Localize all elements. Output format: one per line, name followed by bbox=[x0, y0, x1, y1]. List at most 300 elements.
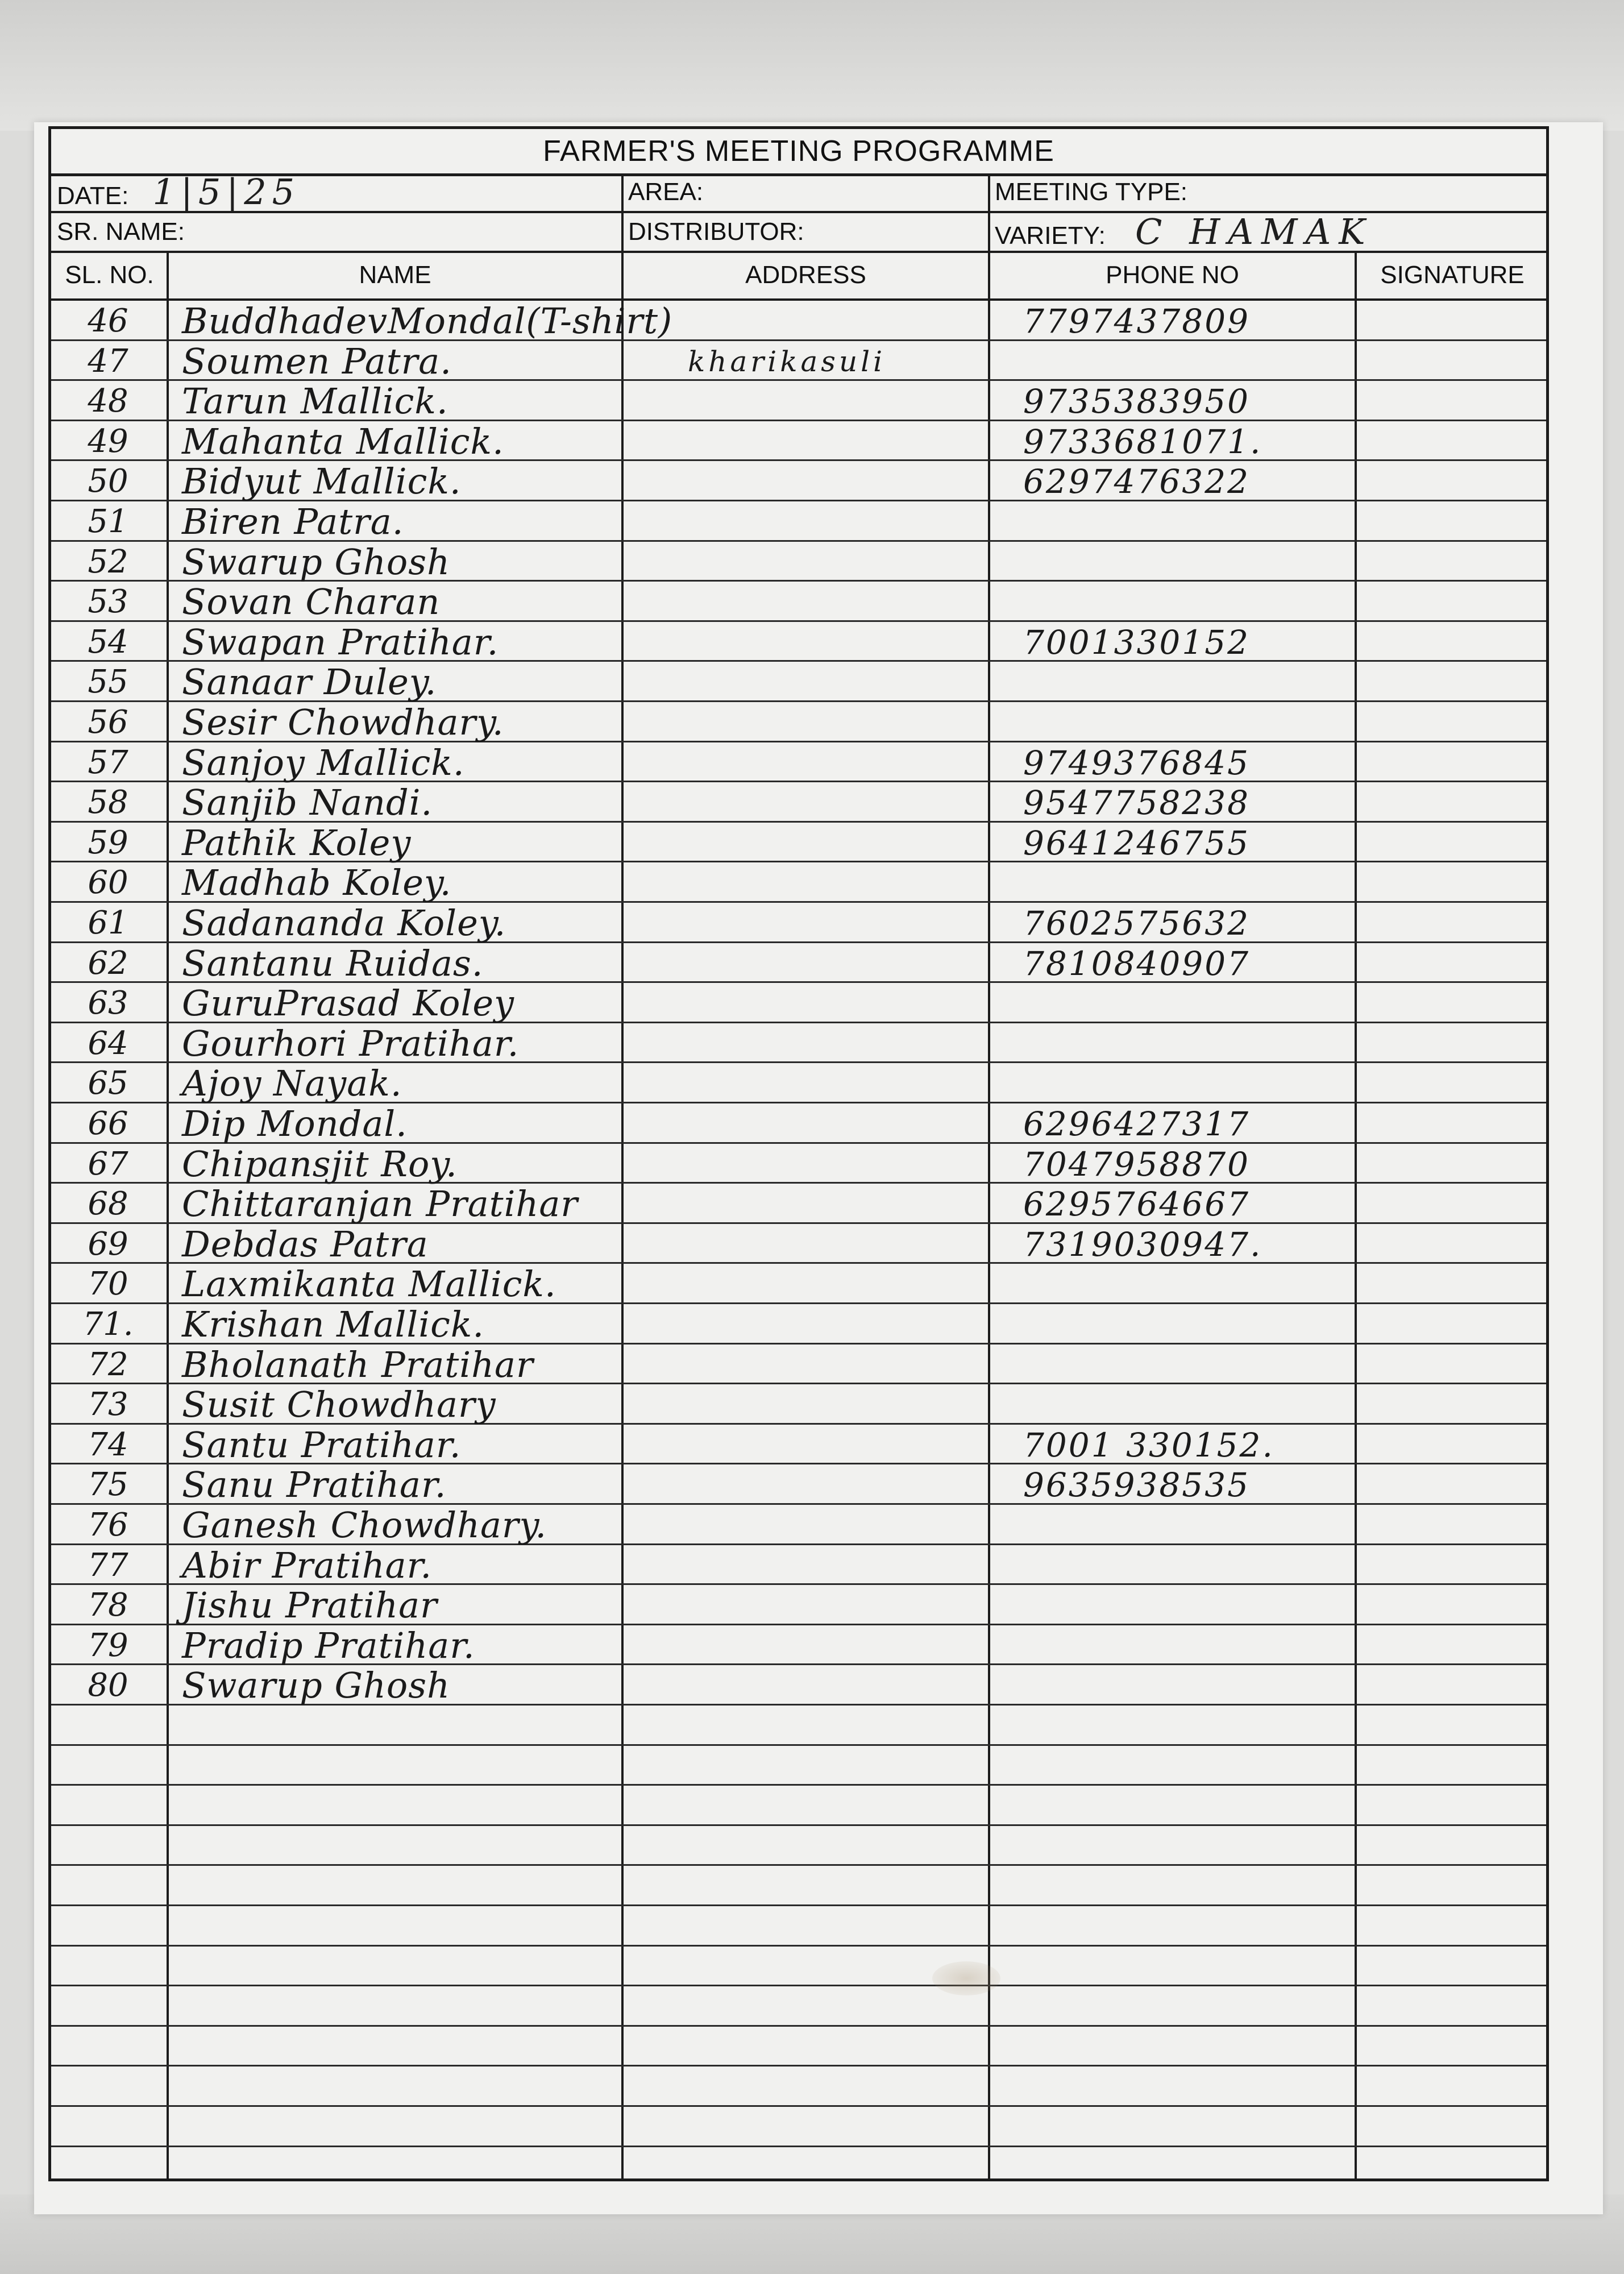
row-phone[interactable]: 6296427317 bbox=[1023, 1105, 1251, 1143]
row-serial-number bbox=[63, 1706, 153, 1744]
variety-cell[interactable] bbox=[989, 213, 1549, 251]
row-serial-number: 53 bbox=[88, 583, 128, 621]
row-phone[interactable] bbox=[1023, 1786, 1398, 1824]
table-row bbox=[51, 1345, 1546, 1385]
row-phone[interactable]: 9635938535 bbox=[1023, 1466, 1251, 1505]
row-address[interactable] bbox=[688, 1826, 1052, 1865]
row-name[interactable]: Laxmikanta Mallick. bbox=[182, 1263, 556, 1305]
row-name[interactable]: Pathik Koley bbox=[182, 821, 412, 864]
row-signature[interactable] bbox=[1370, 1304, 1540, 1343]
row-serial-number: 63 bbox=[88, 985, 128, 1022]
row-serial-number: 55 bbox=[88, 663, 128, 701]
row-signature[interactable] bbox=[1370, 742, 1540, 781]
row-phone[interactable] bbox=[1023, 1706, 1398, 1744]
row-serial-number: 66 bbox=[88, 1105, 128, 1142]
row-name[interactable]: Sadananda Koley. bbox=[182, 902, 506, 944]
row-phone[interactable]: 7810840907 bbox=[1023, 944, 1251, 983]
row-signature[interactable] bbox=[1370, 1986, 1540, 2025]
row-signature[interactable] bbox=[1370, 943, 1540, 982]
table-row bbox=[51, 983, 1546, 1023]
row-address[interactable] bbox=[688, 1224, 1052, 1263]
table-row bbox=[51, 903, 1546, 943]
row-name[interactable]: Jishu Pratihar bbox=[182, 1584, 438, 1626]
row-phone[interactable]: 7797437809 bbox=[1023, 302, 1251, 341]
meeting-type-cell[interactable] bbox=[989, 173, 1549, 211]
row-address[interactable] bbox=[688, 823, 1052, 861]
row-name[interactable] bbox=[182, 1786, 648, 1824]
row-signature[interactable] bbox=[1370, 582, 1540, 620]
row-address[interactable] bbox=[688, 742, 1052, 781]
row-name[interactable]: Bholanath Pratihar bbox=[182, 1343, 534, 1385]
row-phone[interactable] bbox=[1023, 1023, 1398, 1062]
col-name: NAME bbox=[359, 261, 431, 289]
row-phone[interactable] bbox=[1023, 662, 1398, 700]
row-signature[interactable] bbox=[1370, 1063, 1540, 1102]
row-serial-number: 61 bbox=[88, 904, 128, 941]
row-phone[interactable] bbox=[1023, 983, 1398, 1022]
row-name[interactable]: Debdas Patra bbox=[182, 1223, 429, 1265]
row-address[interactable] bbox=[688, 1746, 1052, 1785]
row-serial-number: 80 bbox=[88, 1667, 128, 1704]
row-address[interactable] bbox=[688, 501, 1052, 540]
row-phone[interactable]: 9735383950 bbox=[1023, 382, 1251, 421]
table-row bbox=[51, 381, 1546, 421]
row-signature[interactable] bbox=[1370, 461, 1540, 500]
table-row bbox=[51, 862, 1546, 903]
row-signature[interactable] bbox=[1370, 1947, 1540, 1985]
table-row bbox=[51, 1023, 1546, 1064]
row-phone[interactable]: 9733681071. bbox=[1023, 422, 1262, 461]
row-address[interactable] bbox=[688, 1464, 1052, 1503]
row-serial-number: 69 bbox=[88, 1225, 128, 1263]
row-address[interactable] bbox=[688, 2107, 1052, 2146]
row-name[interactable]: Sovan Charan bbox=[182, 581, 441, 623]
row-phone[interactable] bbox=[1023, 1986, 1398, 2025]
row-phone[interactable] bbox=[1023, 2066, 1398, 2105]
table-row bbox=[51, 2027, 1546, 2067]
row-address[interactable] bbox=[688, 662, 1052, 700]
row-name[interactable]: Swarup Ghosh bbox=[182, 541, 451, 583]
row-phone[interactable] bbox=[1023, 542, 1398, 580]
row-phone[interactable] bbox=[1023, 1264, 1398, 1302]
table-row bbox=[51, 1224, 1546, 1264]
row-signature[interactable] bbox=[1370, 1384, 1540, 1423]
table-row bbox=[51, 1304, 1546, 1345]
table-row bbox=[51, 1103, 1546, 1144]
table-row bbox=[51, 1384, 1546, 1425]
column-header-row bbox=[51, 253, 1546, 301]
row-name[interactable] bbox=[182, 2027, 648, 2065]
form-title: FARMER'S MEETING PROGRAMME bbox=[51, 129, 1546, 176]
row-serial-number: 67 bbox=[88, 1145, 128, 1182]
area-cell[interactable] bbox=[622, 173, 989, 211]
row-serial-number: 75 bbox=[88, 1466, 128, 1504]
row-name[interactable]: Ganesh Chowdhary. bbox=[182, 1504, 547, 1546]
entries-table bbox=[51, 301, 1546, 2177]
col-signature: SIGNATURE bbox=[1380, 261, 1525, 289]
row-address[interactable] bbox=[688, 1906, 1052, 1945]
row-name[interactable]: Bidyut Mallick. bbox=[182, 460, 462, 503]
row-signature[interactable] bbox=[1370, 1746, 1540, 1785]
background-top bbox=[0, 0, 1624, 131]
row-name[interactable]: Swarup Ghosh bbox=[182, 1665, 451, 1707]
row-signature[interactable] bbox=[1370, 1826, 1540, 1865]
row-name[interactable]: Tarun Mallick. bbox=[182, 380, 448, 422]
row-serial-number: 56 bbox=[88, 704, 128, 741]
row-name[interactable]: Soumen Patra. bbox=[182, 340, 452, 382]
table-row bbox=[51, 461, 1546, 501]
row-address[interactable] bbox=[688, 582, 1052, 620]
row-signature[interactable] bbox=[1370, 1224, 1540, 1263]
row-address[interactable] bbox=[688, 1505, 1052, 1543]
header-row-sr bbox=[51, 213, 1546, 253]
row-name[interactable]: Abir Pratihar. bbox=[182, 1544, 433, 1586]
row-name[interactable]: Madhab Koley. bbox=[182, 862, 452, 904]
row-phone[interactable] bbox=[1023, 501, 1398, 540]
row-serial-number: 70 bbox=[88, 1265, 128, 1303]
row-serial-number: 59 bbox=[88, 824, 128, 861]
table-row bbox=[51, 1144, 1546, 1184]
row-name[interactable]: Chipansjit Roy. bbox=[182, 1143, 458, 1185]
row-address[interactable] bbox=[688, 1023, 1052, 1062]
row-phone[interactable]: 7001 330152. bbox=[1023, 1425, 1274, 1464]
col-phone: PHONE NO bbox=[1106, 261, 1239, 289]
row-serial-number: 76 bbox=[88, 1507, 128, 1543]
col-sl-no: SL. NO. bbox=[65, 261, 154, 289]
row-phone[interactable] bbox=[1023, 2027, 1398, 2065]
row-address[interactable] bbox=[688, 1545, 1052, 1584]
row-name[interactable]: Sanjib Nandi. bbox=[182, 782, 433, 824]
row-name[interactable]: Gourhori Pratihar. bbox=[182, 1022, 520, 1064]
row-phone[interactable] bbox=[1023, 1625, 1398, 1664]
row-phone[interactable]: 7319030947. bbox=[1023, 1225, 1262, 1264]
sr-name-cell[interactable] bbox=[51, 213, 622, 251]
meeting-form bbox=[48, 126, 1549, 2181]
row-phone[interactable]: 7001330152 bbox=[1023, 623, 1251, 662]
row-address[interactable] bbox=[688, 622, 1052, 661]
row-address[interactable] bbox=[688, 903, 1052, 941]
row-signature[interactable] bbox=[1370, 662, 1540, 700]
row-serial-number: 57 bbox=[88, 744, 128, 781]
row-signature[interactable] bbox=[1370, 1184, 1540, 1222]
row-name[interactable]: Biren Patra. bbox=[182, 501, 404, 542]
row-serial-number: 68 bbox=[88, 1185, 128, 1223]
row-address[interactable] bbox=[688, 461, 1052, 500]
table-row bbox=[51, 622, 1546, 662]
divider-header-2 bbox=[988, 173, 990, 253]
row-name[interactable] bbox=[182, 1706, 648, 1744]
row-serial-number: 46 bbox=[88, 302, 128, 339]
date-label: DATE: bbox=[57, 182, 129, 210]
row-signature[interactable] bbox=[1370, 862, 1540, 901]
variety-value: C HAMAK bbox=[1135, 211, 1373, 252]
table-row bbox=[51, 1906, 1546, 1947]
row-serial-number: 60 bbox=[88, 864, 128, 902]
row-address[interactable] bbox=[688, 782, 1052, 821]
row-name[interactable]: Sanu Pratihar. bbox=[182, 1464, 447, 1506]
row-name[interactable]: Swapan Pratihar. bbox=[182, 621, 499, 663]
row-phone[interactable] bbox=[1023, 1304, 1398, 1343]
table-row bbox=[51, 501, 1546, 542]
row-name[interactable] bbox=[182, 2066, 648, 2105]
row-phone[interactable] bbox=[1023, 1063, 1398, 1102]
row-address[interactable] bbox=[688, 1986, 1052, 2025]
row-serial-number bbox=[63, 2027, 153, 2065]
table-row bbox=[51, 742, 1546, 783]
row-phone[interactable] bbox=[1023, 1746, 1398, 1785]
table-row bbox=[51, 1425, 1546, 1465]
row-phone[interactable] bbox=[1023, 1545, 1398, 1584]
table-row bbox=[51, 1706, 1546, 1746]
row-signature[interactable] bbox=[1370, 1144, 1540, 1182]
date-value: 1|5|25 bbox=[152, 171, 301, 213]
row-serial-number bbox=[63, 1786, 153, 1824]
row-signature[interactable] bbox=[1370, 341, 1540, 380]
row-phone[interactable] bbox=[1023, 2107, 1398, 2146]
row-serial-number: 47 bbox=[88, 342, 128, 380]
row-name[interactable]: Santu Pratihar. bbox=[182, 1424, 462, 1466]
row-phone[interactable]: 6297476322 bbox=[1023, 462, 1251, 501]
distributor-cell[interactable] bbox=[622, 213, 989, 251]
row-address[interactable] bbox=[688, 301, 1052, 339]
row-serial-number bbox=[63, 1746, 153, 1785]
table-row bbox=[51, 421, 1546, 462]
row-signature[interactable] bbox=[1370, 903, 1540, 941]
row-address[interactable] bbox=[688, 1063, 1052, 1102]
row-address[interactable] bbox=[688, 1425, 1052, 1463]
row-phone[interactable] bbox=[1023, 1826, 1398, 1865]
row-serial-number: 62 bbox=[88, 944, 128, 982]
row-address[interactable] bbox=[688, 1184, 1052, 1222]
col-address: ADDRESS bbox=[745, 261, 866, 289]
row-serial-number: 51 bbox=[88, 503, 128, 540]
row-address[interactable] bbox=[688, 1585, 1052, 1624]
row-signature[interactable] bbox=[1370, 702, 1540, 741]
table-row bbox=[51, 1786, 1546, 1826]
table-row bbox=[51, 1826, 1546, 1866]
row-address[interactable] bbox=[688, 421, 1052, 460]
table-row bbox=[51, 1947, 1546, 1987]
row-address[interactable] bbox=[688, 1103, 1052, 1142]
table-row bbox=[51, 1505, 1546, 1545]
row-serial-number bbox=[63, 2107, 153, 2146]
row-signature[interactable] bbox=[1370, 421, 1540, 460]
table-row bbox=[51, 301, 1546, 341]
row-phone[interactable] bbox=[1023, 1345, 1398, 1383]
row-address[interactable]: kharikasuli bbox=[688, 345, 886, 378]
row-phone[interactable]: 6295764667 bbox=[1023, 1185, 1251, 1224]
table-row bbox=[51, 582, 1546, 622]
row-serial-number: 58 bbox=[88, 784, 128, 821]
row-name[interactable]: Dip Mondal. bbox=[182, 1103, 408, 1144]
row-name[interactable]: Sesir Chowdhary. bbox=[182, 702, 504, 743]
row-name[interactable]: Susit Chowdhary bbox=[182, 1384, 496, 1426]
row-name[interactable]: BuddhadevMondal(T-shirt) bbox=[182, 300, 673, 342]
row-serial-number bbox=[63, 1986, 153, 2025]
row-name[interactable]: GuruPrasad Koley bbox=[182, 982, 515, 1024]
variety-label: VARIETY: bbox=[995, 222, 1106, 250]
row-name[interactable] bbox=[182, 1986, 648, 2025]
row-name[interactable]: Ajoy Nayak. bbox=[182, 1063, 402, 1105]
row-signature[interactable] bbox=[1370, 1103, 1540, 1142]
row-serial-number bbox=[63, 1906, 153, 1945]
table-row bbox=[51, 1545, 1546, 1586]
row-address[interactable] bbox=[688, 1144, 1052, 1182]
header-row-date bbox=[51, 173, 1546, 213]
row-name[interactable] bbox=[182, 2107, 648, 2146]
row-address[interactable] bbox=[688, 1384, 1052, 1423]
row-serial-number: 49 bbox=[88, 422, 128, 460]
area-label: AREA: bbox=[628, 178, 704, 206]
row-signature[interactable] bbox=[1370, 2027, 1540, 2065]
row-signature[interactable] bbox=[1370, 983, 1540, 1022]
table-row bbox=[51, 1184, 1546, 1224]
row-serial-number: 77 bbox=[88, 1546, 128, 1584]
row-name[interactable] bbox=[182, 1906, 648, 1945]
row-phone[interactable] bbox=[1023, 1384, 1398, 1423]
row-signature[interactable] bbox=[1370, 1464, 1540, 1503]
row-signature[interactable] bbox=[1370, 622, 1540, 661]
row-phone[interactable] bbox=[1023, 702, 1398, 741]
row-address[interactable] bbox=[688, 983, 1052, 1022]
row-phone[interactable]: 9547758238 bbox=[1023, 783, 1251, 823]
sr-name-label: SR. NAME: bbox=[57, 218, 185, 246]
row-signature[interactable] bbox=[1370, 2107, 1540, 2146]
row-signature[interactable] bbox=[1370, 381, 1540, 420]
row-address[interactable] bbox=[688, 702, 1052, 741]
table-row bbox=[51, 1585, 1546, 1625]
row-address[interactable] bbox=[688, 1786, 1052, 1824]
row-address[interactable] bbox=[688, 1866, 1052, 1904]
row-name[interactable] bbox=[182, 1826, 648, 1865]
row-phone[interactable] bbox=[1023, 1665, 1398, 1704]
row-signature[interactable] bbox=[1370, 823, 1540, 861]
row-phone[interactable] bbox=[1023, 582, 1398, 620]
table-row bbox=[51, 1986, 1546, 2027]
row-address[interactable] bbox=[688, 1665, 1052, 1704]
paper-stain bbox=[932, 1961, 1000, 1995]
table-row bbox=[51, 1063, 1546, 1103]
row-address[interactable] bbox=[688, 2027, 1052, 2065]
row-signature[interactable] bbox=[1370, 1665, 1540, 1704]
row-address[interactable] bbox=[688, 1264, 1052, 1302]
row-signature[interactable] bbox=[1370, 1505, 1540, 1543]
row-name[interactable]: Chittaranjan Pratihar bbox=[182, 1183, 578, 1225]
row-signature[interactable] bbox=[1370, 1625, 1540, 1664]
row-phone[interactable] bbox=[1023, 1866, 1398, 1904]
row-name[interactable]: Sanaar Duley. bbox=[182, 661, 437, 703]
row-signature[interactable] bbox=[1370, 2066, 1540, 2105]
row-signature[interactable] bbox=[1370, 501, 1540, 540]
table-row bbox=[51, 1746, 1546, 1786]
row-address[interactable] bbox=[688, 2066, 1052, 2105]
row-signature[interactable] bbox=[1370, 1786, 1540, 1824]
row-phone[interactable]: 9641246755 bbox=[1023, 823, 1251, 862]
row-phone[interactable] bbox=[1023, 1585, 1398, 1624]
row-address[interactable] bbox=[688, 862, 1052, 901]
table-row bbox=[51, 943, 1546, 984]
row-serial-number bbox=[63, 1947, 153, 1985]
row-serial-number: 72 bbox=[88, 1346, 128, 1383]
row-phone[interactable]: 9749376845 bbox=[1023, 743, 1251, 782]
row-address[interactable] bbox=[688, 1304, 1052, 1343]
row-signature[interactable] bbox=[1370, 1706, 1540, 1744]
table-row bbox=[51, 542, 1546, 582]
row-signature[interactable] bbox=[1370, 542, 1540, 580]
table-row bbox=[51, 1665, 1546, 1706]
row-serial-number: 64 bbox=[88, 1024, 128, 1062]
row-serial-number: 54 bbox=[88, 623, 128, 661]
row-address[interactable] bbox=[688, 1625, 1052, 1664]
row-signature[interactable] bbox=[1370, 1023, 1540, 1062]
date-cell[interactable] bbox=[51, 173, 622, 211]
row-name[interactable]: Sanjoy Mallick. bbox=[182, 741, 465, 783]
row-signature[interactable] bbox=[1370, 1866, 1540, 1904]
table-row bbox=[51, 1866, 1546, 1906]
row-signature[interactable] bbox=[1370, 1345, 1540, 1383]
row-serial-number: 48 bbox=[88, 383, 128, 420]
meeting-type-label: MEETING TYPE: bbox=[995, 178, 1188, 206]
row-signature[interactable] bbox=[1370, 1545, 1540, 1584]
row-serial-number bbox=[63, 2066, 153, 2105]
table-row bbox=[51, 1625, 1546, 1666]
row-signature[interactable] bbox=[1370, 1906, 1540, 1945]
row-name[interactable]: Krishan Mallick. bbox=[182, 1304, 485, 1345]
row-serial-number: 71. bbox=[82, 1306, 134, 1343]
row-phone[interactable]: 7047958870 bbox=[1023, 1144, 1251, 1184]
row-serial-number: 52 bbox=[88, 543, 128, 580]
row-signature[interactable] bbox=[1370, 1264, 1540, 1302]
row-name[interactable]: Santanu Ruidas. bbox=[182, 942, 484, 984]
table-row bbox=[51, 341, 1546, 381]
row-phone[interactable] bbox=[1023, 1906, 1398, 1945]
row-signature[interactable] bbox=[1370, 1425, 1540, 1463]
row-name[interactable]: Mahanta Mallick. bbox=[182, 420, 504, 462]
row-serial-number: 74 bbox=[88, 1426, 128, 1463]
row-signature[interactable] bbox=[1370, 1585, 1540, 1624]
row-serial-number: 78 bbox=[88, 1587, 128, 1624]
row-phone[interactable] bbox=[1023, 1947, 1398, 1985]
row-serial-number bbox=[63, 1826, 153, 1865]
row-signature[interactable] bbox=[1370, 301, 1540, 339]
row-address[interactable] bbox=[688, 1706, 1052, 1744]
row-signature[interactable] bbox=[1370, 782, 1540, 821]
distributor-label: DISTRIBUTOR: bbox=[628, 218, 804, 246]
table-row bbox=[51, 782, 1546, 823]
row-name[interactable] bbox=[182, 1866, 648, 1904]
table-row bbox=[51, 823, 1546, 863]
row-phone[interactable] bbox=[1023, 1505, 1398, 1543]
row-name[interactable] bbox=[182, 1947, 648, 1985]
row-name[interactable]: Pradip Pratihar. bbox=[182, 1624, 475, 1666]
table-row bbox=[51, 662, 1546, 702]
row-phone[interactable] bbox=[1023, 341, 1398, 380]
row-address[interactable] bbox=[688, 1345, 1052, 1383]
row-address[interactable] bbox=[688, 542, 1052, 580]
row-phone[interactable]: 7602575632 bbox=[1023, 904, 1251, 943]
row-address[interactable] bbox=[688, 381, 1052, 420]
row-name[interactable] bbox=[182, 1746, 648, 1785]
table-row bbox=[51, 1264, 1546, 1304]
row-serial-number bbox=[63, 1866, 153, 1904]
divider-header-1 bbox=[621, 173, 624, 253]
table-row bbox=[51, 2107, 1546, 2147]
row-serial-number: 50 bbox=[88, 463, 128, 500]
table-row bbox=[51, 1464, 1546, 1505]
row-phone[interactable] bbox=[1023, 862, 1398, 901]
row-serial-number: 73 bbox=[88, 1386, 128, 1424]
row-address[interactable] bbox=[688, 943, 1052, 982]
